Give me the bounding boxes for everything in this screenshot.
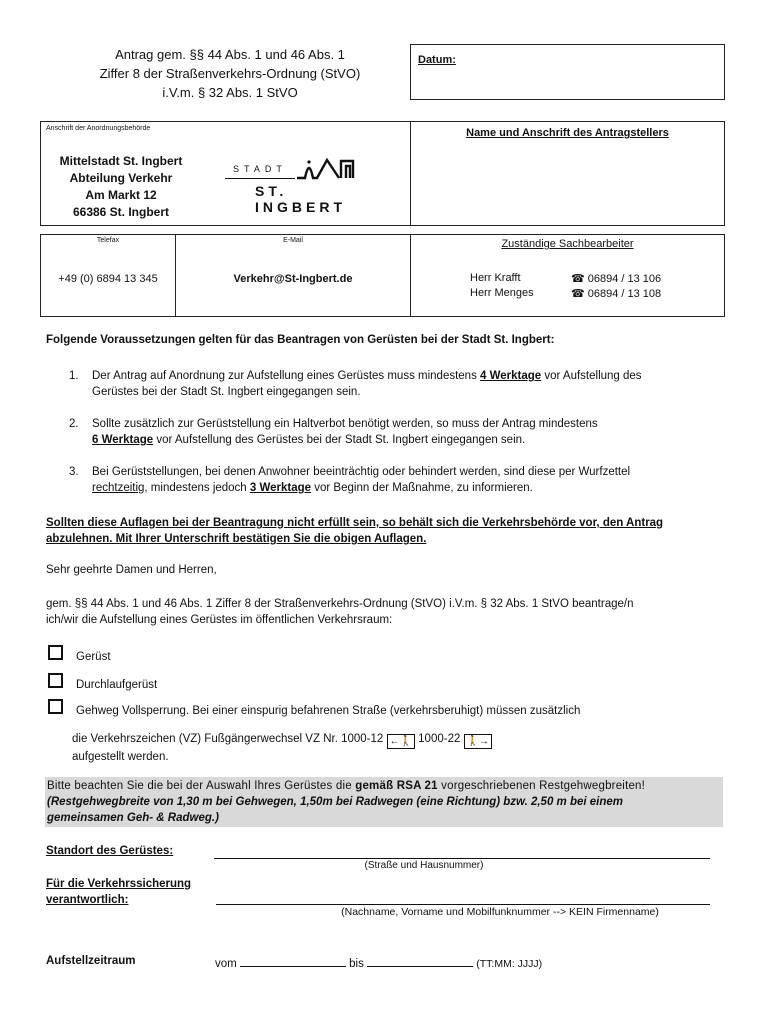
- condition-number: 2.: [69, 418, 79, 430]
- form-title: Antrag gem. §§ 44 Abs. 1 und 46 Abs. 1 Ziffer 8 der Straßenverkehrs-Ordnung (StVO) i.V.m. § 32 Abs. 1 StVO: [99, 47, 361, 100]
- option-durchlauf-checkbox[interactable]: [48, 673, 63, 688]
- sicherung-hint: (Nachname, Vorname und Mobilfunknummer --> KEIN Firmenname): [341, 906, 659, 918]
- authority-address: Mittelstadt St. Ingbert Abteilung Verkehr Am Markt 12 66386 St. Ingbert: [59, 154, 183, 219]
- option-geruest-checkbox[interactable]: [48, 645, 63, 660]
- greeting: Sehr geehrte Damen und Herren,: [46, 564, 217, 576]
- condition-item-2: 2. Sollte zusätzlich zur Gerüststellung ein Haltverbot benötigt werden, so muss der Antrag mindestens 6 Werktage vor Aufstellung des Gerüstes bei der Stadt St. Ingbert eingegangen sein.: [69, 418, 598, 446]
- deadline-emphasis: 4 Werktage: [480, 370, 542, 382]
- staff-name-2: Herr Menges: [470, 287, 534, 299]
- pedestrian-right-sign-icon: 🚶→: [464, 734, 492, 749]
- fax-value: +49 (0) 6894 13 345: [58, 273, 158, 285]
- staff-phone-1: ☎ 06894 / 13 106: [571, 273, 662, 285]
- rsa-notice: Bitte beachten Sie die bei der Auswahl Ihres Gerüstes die gemäß RSA 21 vorgeschriebenen Restgehwegbreiten! (Restgehwegbreite von 1,30 m bei Gehwegen, 1,50m bei Radwegen (eine Richtung) bzw. 2,50 m bei einem gemeinsamen Geh- & Radweg.): [45, 777, 723, 827]
- condition-item-1: 1. Der Antrag auf Anordnung zur Aufstellung eines Gerüstes muss mindestens 4 Werktage vor Aufstellung des Gerüstes bei der Stadt St. Ingbert eingegangen sein.: [69, 370, 642, 398]
- authority-caption: Anschrift der Anordnungsbehörde: [46, 125, 151, 132]
- date-label: Datum:: [418, 54, 456, 66]
- option-geruest-label: Gerüst: [76, 651, 111, 663]
- email-value: Verkehr@St-Ingbert.de: [233, 273, 353, 285]
- staff-box: [410, 234, 725, 317]
- letter-body: gem. §§ 44 Abs. 1 und 46 Abs. 1 Ziffer 8 der Straßenverkehrs-Ordnung (StVO) i.V.m. § 32 Abs. 1 StVO beantrage/n ich/wir die Aufstellung eines Gerüstes im öffentlichen Verkehrsraum:: [46, 598, 634, 626]
- condition-number: 3.: [69, 466, 79, 478]
- date-from-input[interactable]: [240, 955, 346, 967]
- option-vollsperrung-checkbox[interactable]: [48, 699, 63, 714]
- logo-bottom-text: ST. INGBERT: [255, 183, 346, 215]
- fax-box: [40, 234, 176, 317]
- email-box: [175, 234, 411, 317]
- city-logo: [225, 158, 385, 215]
- conditions-heading: Folgende Voraussetzungen gelten für das Beantragen von Gerüsten bei der Stadt St. Ingbert:: [46, 334, 555, 346]
- vollsperrung-details: die Verkehrszeichen (VZ) Fußgängerwechsel VZ Nr. 1000-12 ←🚶 1000-22 🚶→ aufgestellt werden.: [72, 731, 492, 765]
- applicant-title: Name und Anschrift des Antragstellers: [466, 127, 669, 139]
- authority-box: [40, 121, 411, 226]
- date-field[interactable]: [410, 44, 725, 100]
- option-vollsperrung-label: Gehweg Vollsperrung. Bei einer einspurig befahrenen Straße (verkehrsberuhigt) müssen zusätzlich: [76, 705, 581, 717]
- pedestrian-left-sign-icon: ←🚶: [387, 734, 415, 749]
- zeitraum-row: vom bis (TT:MM: JJJJ): [215, 955, 542, 970]
- standort-label: Standort des Gerüstes:: [46, 845, 174, 857]
- applicant-box[interactable]: [410, 121, 725, 226]
- deadline-emphasis: 3 Werktage: [249, 482, 312, 494]
- warning-text: Sollten diese Auflagen bei der Beantragung nicht erfüllt sein, so behält sich die Verkehrsbehörde vor, den Antrag abzulehnen. Mit Ihrer Unterschrift bestätigen Sie die obigen Auflagen.: [46, 517, 664, 545]
- logo-top-text: STADT: [233, 164, 287, 174]
- standort-hint: (Straße und Hausnummer): [364, 860, 484, 871]
- email-label: E-Mail: [283, 237, 303, 244]
- logo-underline: [225, 178, 295, 179]
- deadline-emphasis: 6 Werktage: [92, 434, 154, 446]
- staff-phone-2: ☎ 06894 / 13 108: [571, 288, 662, 300]
- condition-item-3: 3. Bei Gerüststellungen, bei denen Anwohner beeinträchtig oder behindert werden, sind diese per Wurfzettel rechtzeitig, mindestens jedoch 3 Werktage vor Beginn der Maßnahme, zu informieren.: [69, 466, 631, 494]
- condition-number: 1.: [69, 370, 79, 382]
- option-durchlauf-label: Durchlaufgerüst: [76, 679, 158, 691]
- staff-title: Zuständige Sachbearbeiter: [501, 238, 634, 250]
- skyline-icon: [297, 158, 383, 182]
- fax-label: Telefax: [96, 237, 120, 244]
- sicherung-input[interactable]: [216, 892, 710, 905]
- date-to-input[interactable]: [367, 955, 473, 967]
- sicherung-label: Für die Verkehrssicherung verantwortlich:: [46, 878, 192, 906]
- standort-input[interactable]: [214, 845, 710, 859]
- zeitraum-label: Aufstellzeitraum: [46, 955, 136, 967]
- staff-name-1: Herr Krafft: [470, 272, 521, 284]
